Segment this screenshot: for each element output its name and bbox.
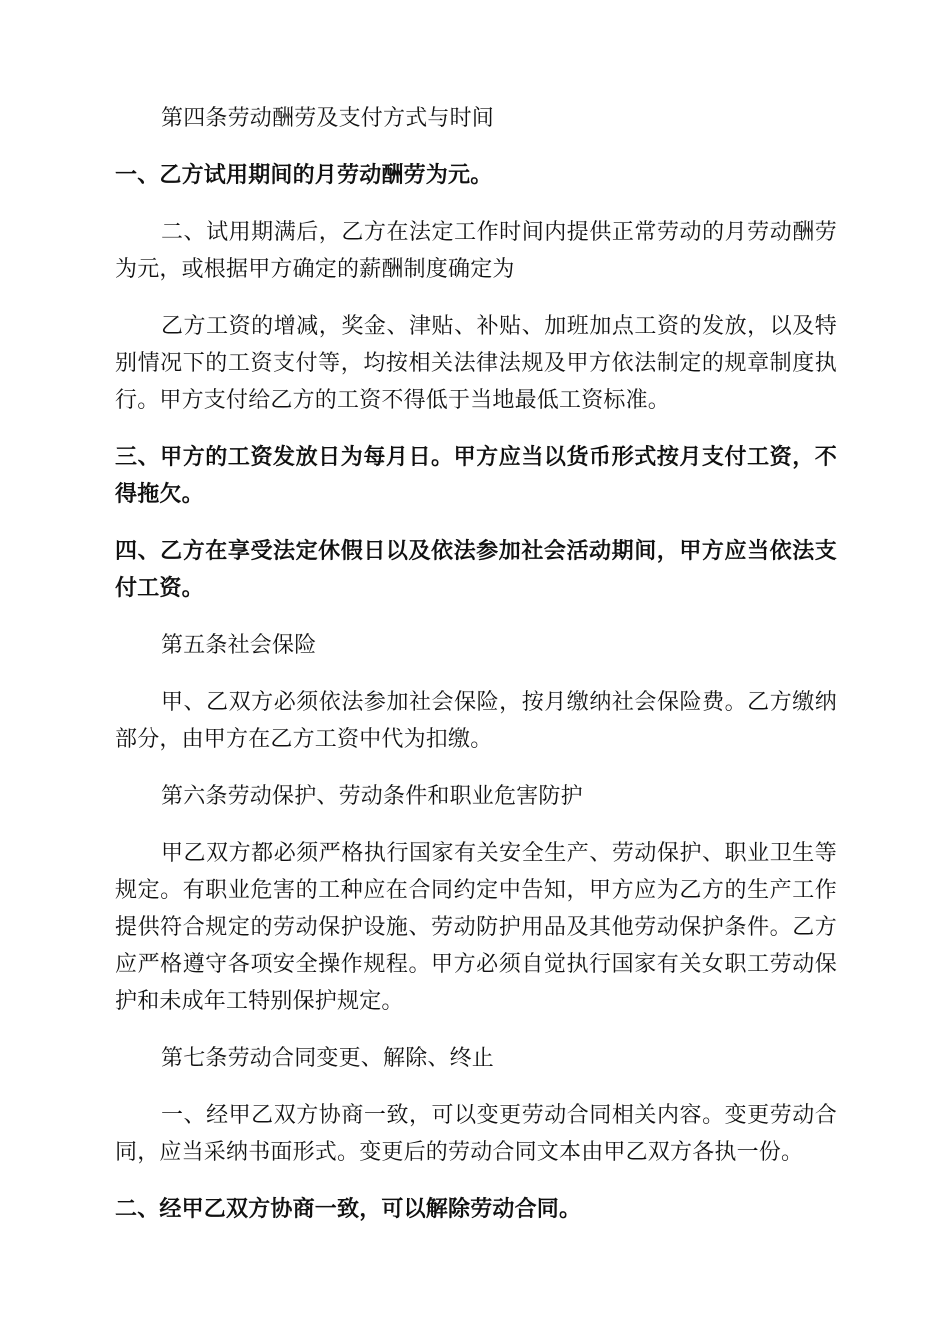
article-4-clause-1: 一、乙方试用期间的月劳动酬劳为元。 <box>115 162 493 188</box>
article-4-clause-3: 三、甲方的工资发放日为每月日。甲方应当以货币形式按月支付工资，不得拖欠。 <box>115 444 837 507</box>
article-6-heading: 第六条劳动保护、劳动条件和职业危害防护 <box>161 784 583 809</box>
article-5-heading: 第五条社会保险 <box>161 633 317 658</box>
article-7-clause-2: 二、经甲乙双方协商一致，可以解除劳动合同。 <box>115 1196 582 1222</box>
article-7-clause-1: 一、经甲乙双方协商一致，可以变更劳动合同相关内容。变更劳动合同，应当采纳书面形式。变更后的劳动合同文本由甲乙双方各执一份。 <box>115 1103 837 1165</box>
article-7-heading: 第七条劳动合同变更、解除、终止 <box>161 1046 495 1071</box>
article-6-body: 甲乙双方都必须严格执行国家有关安全生产、劳动保护、职业卫生等规定。有职业危害的工种应在合同约定中告知，甲方应为乙方的生产工作提供符合规定的劳动保护设施、劳动防护用品及其他劳动保护条件。乙方应严格遵守各项安全操作规程。甲方必须自觉执行国家有关女职工劳动保护和未成年工特别保护规定。 <box>115 841 837 1014</box>
article-4-clause-4: 四、乙方在享受法定休假日以及依法参加社会活动期间，甲方应当依法支付工资。 <box>115 538 837 601</box>
document-page <box>115 100 837 1248</box>
article-4-wage-adjustment: 乙方工资的增减，奖金、津贴、补贴、加班加点工资的发放，以及特别情况下的工资支付等，均按相关法律法规及甲方依法制定的规章制度执行。甲方支付给乙方的工资不得低于当地最低工资标准。 <box>115 314 837 413</box>
article-5-body: 甲、乙双方必须依法参加社会保险，按月缴纳社会保险费。乙方缴纳部分，由甲方在乙方工资中代为扣缴。 <box>115 690 837 752</box>
article-4-heading: 第四条劳动酬劳及支付方式与时间 <box>161 106 495 131</box>
article-4-clause-2: 二、试用期满后，乙方在法定工作时间内提供正常劳动的月劳动酬劳为元，或根据甲方确定的薪酬制度确定为 <box>115 220 837 282</box>
